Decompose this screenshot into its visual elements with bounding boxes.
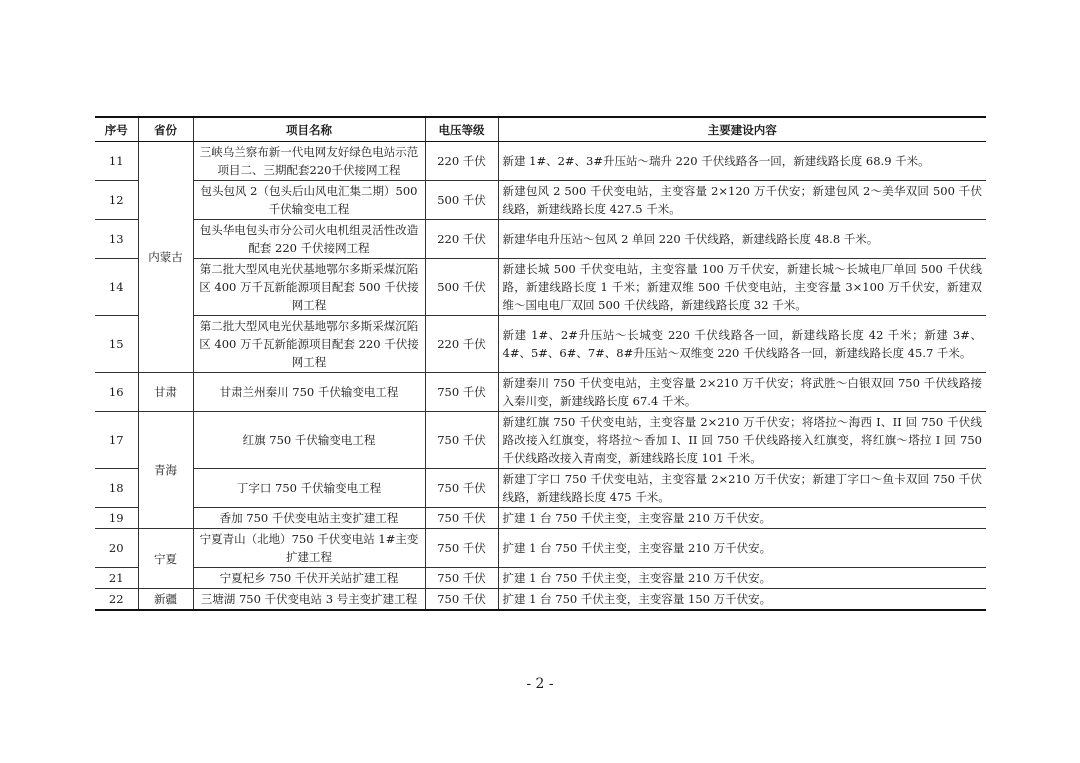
project-name: 包头华电包头市分公司火电机组灵活性改造配套 220 千伏接网工程 [193,220,425,259]
province-cell: 内蒙古 [138,142,193,373]
content-cell: 新建包风 2 500 千伏变电站，主变容量 2×120 万千伏安；新建包风 2～美华双回 500 千伏线路，新建线路长度 427.5 千米。 [498,181,986,220]
row-seq: 12 [95,181,138,220]
province-cell: 新疆 [138,589,193,611]
row-seq: 11 [95,142,138,181]
content-cell: 扩建 1 台 750 千伏主变，主变容量 210 万千伏安。 [498,508,986,529]
province-cell: 宁夏 [138,529,193,589]
table-row [95,412,986,469]
table-row [95,373,986,412]
voltage-cell: 500 千伏 [425,259,498,316]
project-name: 包头包风 2（包头后山风电汇集二期）500 千伏输变电工程 [193,181,425,220]
row-seq: 17 [95,412,138,469]
project-name: 第二批大型风电光伏基地鄂尔多斯采煤沉陷区 400 万千瓦新能源项目配套 220 千伏接网工程 [193,316,425,373]
content-cell: 新建 1#、2#、3#升压站～瑞升 220 千伏线路各一回，新建线路长度 68.9 千米。 [498,142,986,181]
table-row [95,568,986,589]
content-cell: 扩建 1 台 750 千伏主变，主变容量 210 万千伏安。 [498,568,986,589]
voltage-cell: 750 千伏 [425,412,498,469]
province-cell: 甘肃 [138,373,193,412]
content-cell: 新建丁字口 750 千伏变电站，主变容量 2×210 万千伏安；新建丁字口～鱼卡双回 750 千伏线路，新建线路长度 475 千米。 [498,469,986,508]
voltage-cell: 750 千伏 [425,568,498,589]
row-seq: 19 [95,508,138,529]
voltage-cell: 750 千伏 [425,469,498,508]
table-row [95,469,986,508]
row-seq: 20 [95,529,138,568]
table-row [95,220,986,259]
header-content: 主要建设内容 [498,117,986,142]
content-cell: 新建红旗 750 千伏变电站，主变容量 2×210 万千伏安；将塔拉～海西 I、II 回 750 千伏线路改接入红旗变，将塔拉～香加 I、II 回 750 千伏线路接入红旗变，将红旗～塔拉 I 回 750 千伏线路改接入青南变，新建线路长度 101 千米。 [498,412,986,469]
project-name: 宁夏杞乡 750 千伏开关站扩建工程 [193,568,425,589]
projects-table [95,116,986,611]
voltage-cell: 750 千伏 [425,508,498,529]
province-cell: 青海 [138,412,193,529]
row-seq: 14 [95,259,138,316]
project-name: 三塘湖 750 千伏变电站 3 号主变扩建工程 [193,589,425,611]
project-name: 第二批大型风电光伏基地鄂尔多斯采煤沉陷区 400 万千瓦新能源项目配套 500 千伏接网工程 [193,259,425,316]
content-cell: 新建华电升压站～包风 2 单回 220 千伏线路，新建线路长度 48.8 千米。 [498,220,986,259]
row-seq: 21 [95,568,138,589]
table-row [95,508,986,529]
project-name: 三峡乌兰察布新一代电网友好绿色电站示范项目二、三期配套220千伏接网工程 [193,142,425,181]
row-seq: 13 [95,220,138,259]
row-seq: 18 [95,469,138,508]
project-name: 香加 750 千伏变电站主变扩建工程 [193,508,425,529]
header-name: 项目名称 [193,117,425,142]
content-cell: 扩建 1 台 750 千伏主变，主变容量 210 万千伏安。 [498,529,986,568]
voltage-cell: 750 千伏 [425,373,498,412]
row-seq: 15 [95,316,138,373]
project-name: 宁夏青山（北地）750 千伏变电站 1#主变扩建工程 [193,529,425,568]
table-row [95,529,986,568]
header-province: 省份 [138,117,193,142]
content-cell: 新建 1#、2#升压站～长城变 220 千伏线路各一回，新建线路长度 42 千米；新建 3#、4#、5#、6#、7#、8#升压站～双维变 220 千伏线路各一回，新建线路长度 45.7 千米。 [498,316,986,373]
table-row [95,589,986,611]
voltage-cell: 220 千伏 [425,220,498,259]
table-row [95,259,986,316]
project-name: 甘肃兰州秦川 750 千伏输变电工程 [193,373,425,412]
content-cell: 扩建 1 台 750 千伏主变，主变容量 150 万千伏安。 [498,589,986,611]
header-voltage: 电压等级 [425,117,498,142]
voltage-cell: 220 千伏 [425,142,498,181]
row-seq: 16 [95,373,138,412]
table-row [95,316,986,373]
voltage-cell: 750 千伏 [425,589,498,611]
content-cell: 新建秦川 750 千伏变电站，主变容量 2×210 万千伏安；将武胜～白银双回 750 千伏线路接入秦川变，新建线路长度 67.4 千米。 [498,373,986,412]
page-number: - 2 - [526,676,554,692]
project-name: 红旗 750 千伏输变电工程 [193,412,425,469]
content-cell: 新建长城 500 千伏变电站，主变容量 100 万千伏安，新建长城～长城电厂单回 500 千伏线路，新建线路长度 1 千米；新建双维 500 千伏变电站，主变容量 3×100 万千伏安，新建双维～国电电厂双回 500 千伏线路，新建线路长度 32 千米。 [498,259,986,316]
voltage-cell: 750 千伏 [425,529,498,568]
header-seq: 序号 [95,117,138,142]
voltage-cell: 220 千伏 [425,316,498,373]
table-header-row [95,117,986,142]
voltage-cell: 500 千伏 [425,181,498,220]
table-row [95,181,986,220]
project-name: 丁字口 750 千伏输变电工程 [193,469,425,508]
table-row [95,142,986,181]
row-seq: 22 [95,589,138,611]
